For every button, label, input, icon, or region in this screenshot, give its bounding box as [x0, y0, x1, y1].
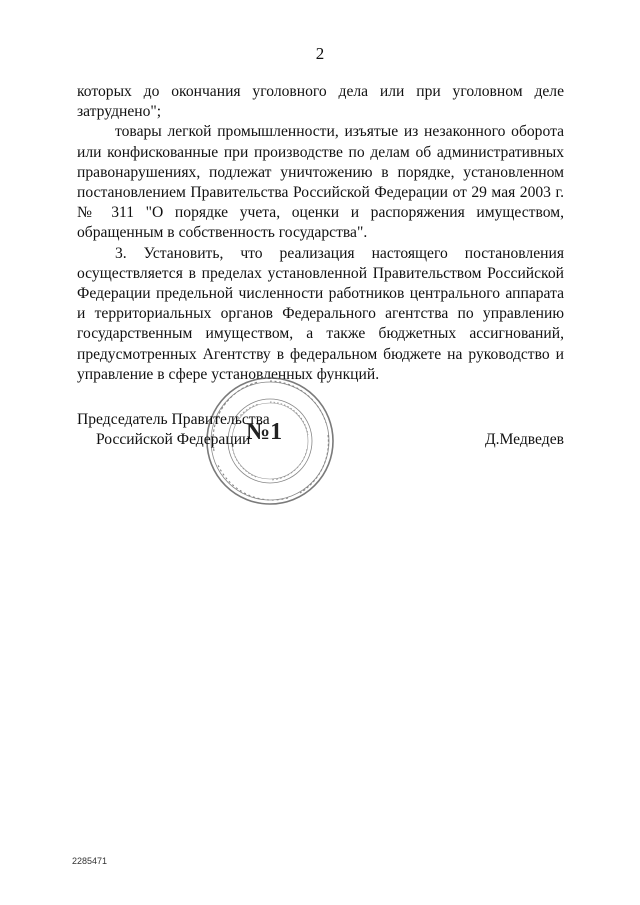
page-number: 2 [315, 44, 325, 63]
paragraph-3: 3. Установить, что реализация настоящего постановления осуществляется в пределах установленной Правительством Российской Федерации предельной численности работников центрального аппарата и территориальных органов Федерального агентства по управлению государственным имуществом, а также бюджетных ассигнований, предусмотренных Агентству в федеральном бюджете на руководство и управление в сфере установленных функций. [77, 244, 564, 383]
signature-title-line1: Председатель Правительства [77, 411, 270, 428]
signature-name: Д.Медведев [484, 431, 564, 448]
stamp-number: №1 [246, 419, 283, 445]
signature-title-line2: Российской Федерации [96, 431, 251, 448]
paragraph-2: товары легкой промышленности, изъятые из незаконного оборота или конфискованные при производстве по делам об административных правонарушениях, подлежат уничтожению в порядке, установленном постановлением Правительства Российской Федерации от 29 мая 2003 г. № 311 "О порядке учета, оценки и распоряжения имуществом, обращенным в собственность государства". [77, 123, 564, 242]
document-code: 2285471 [72, 856, 108, 866]
paragraph-1: которых до окончания уголовного дела или при уголовном деле затруднено"; [77, 83, 564, 121]
document-body [77, 82, 564, 385]
